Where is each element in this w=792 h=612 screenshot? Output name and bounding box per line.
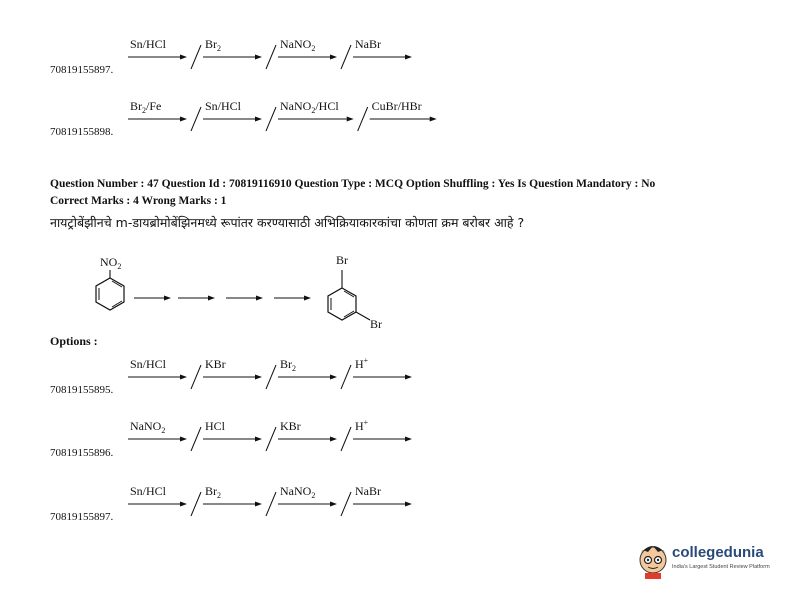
reaction-step [278, 419, 337, 442]
reaction-scheme [76, 252, 406, 338]
reagent-label: Sn/HCl [130, 357, 167, 371]
reagent-label: CuBr/HBr [371, 99, 422, 113]
reagent-label: NaBr [355, 37, 381, 51]
reaction-step [278, 37, 337, 60]
step-separator [266, 365, 276, 389]
arrowhead [347, 117, 354, 122]
reagent-label: HCl [205, 419, 226, 433]
brand-name: collegedunia [672, 544, 764, 561]
arrowhead [255, 117, 262, 122]
reagent-label: H+ [355, 356, 369, 371]
step-separator [341, 427, 351, 451]
reaction-step [353, 37, 412, 60]
arrowhead [180, 117, 187, 122]
reaction-arrows [128, 418, 428, 452]
reagent-label: $Br_2/Fe$ [130, 99, 162, 115]
reaction-step [128, 357, 187, 380]
option-id: 70819155898. [50, 126, 114, 138]
question-marks: Correct Marks : 4 Wrong Marks : 1 [50, 195, 227, 207]
reaction-step [353, 484, 412, 507]
reaction-arrows [128, 483, 428, 517]
m-dibromobenzene-structure [328, 253, 382, 331]
reaction-step [203, 484, 262, 507]
reagent-label: NaNO$_2$ [280, 484, 316, 500]
arrowhead [180, 375, 187, 380]
reagent-label: $Br_2$ [280, 357, 296, 373]
reaction-step [128, 99, 187, 122]
reaction-step [370, 99, 437, 122]
reagent-label: NaBr [355, 484, 381, 498]
arrowhead [180, 437, 187, 442]
reaction-step [203, 419, 262, 442]
step-separator [191, 427, 201, 451]
option-id: 70819155896. [50, 447, 114, 459]
reaction-step [353, 418, 412, 442]
reaction-step [203, 357, 262, 380]
step-separator [266, 492, 276, 516]
reaction-step [278, 357, 337, 380]
reagent-label: Sn/HCl [130, 484, 167, 498]
question-text: नायट्रोबेंझीनचे m-डायब्रोमोबेंझिनमध्ये रूपांतर करण्यासाठी अभिक्रियाकारकांचा कोणता क्रम बरोबर आहे ? [50, 215, 525, 230]
reaction-sequence-option-1[interactable] [128, 356, 428, 395]
nitro-group-label: $NO_2$ [100, 255, 122, 271]
collegedunia-logo [636, 538, 770, 586]
arrowhead [255, 55, 262, 60]
reaction-step [128, 484, 187, 507]
reagent-label: KBr [205, 357, 226, 371]
reagent-label: $Br_2$ [205, 484, 221, 500]
step-separator [266, 427, 276, 451]
reaction-sequence-option-2[interactable] [128, 418, 428, 457]
arrowhead [255, 375, 262, 380]
arrowhead [255, 502, 262, 507]
arrowhead [330, 375, 337, 380]
step-separator [341, 45, 351, 69]
arrowhead [180, 55, 187, 60]
options-label: Options : [50, 334, 98, 348]
bromo-label-top: Br [336, 253, 348, 267]
arrowhead [180, 502, 187, 507]
reagent-label: NaNO$_2$/HCl [280, 99, 339, 115]
arrowhead [405, 375, 412, 380]
reaction-step [353, 356, 412, 380]
brand-tagline: India's Largest Student Review Platform [672, 564, 770, 570]
reagent-label: Sn/HCl [130, 37, 167, 51]
step-separator [191, 365, 201, 389]
reagent-label: KBr [280, 419, 301, 433]
reaction-step [203, 99, 262, 122]
arrowhead [330, 502, 337, 507]
option-id: 70819155897. [50, 64, 114, 76]
reaction-arrows [128, 356, 428, 390]
step-separator [266, 45, 276, 69]
reaction-sequence-top-2 [128, 98, 468, 137]
reaction-step [128, 37, 187, 60]
reaction-arrows [128, 36, 428, 70]
reaction-step [203, 37, 262, 60]
arrowhead [255, 437, 262, 442]
bromo-label-bottom: Br [370, 317, 382, 331]
arrowhead [405, 502, 412, 507]
arrowhead [405, 437, 412, 442]
step-separator [191, 45, 201, 69]
nitrobenzene-structure [96, 255, 124, 310]
step-separator [358, 107, 368, 131]
reagent-label: Sn/HCl [205, 99, 242, 113]
step-separator [266, 107, 276, 131]
reaction-step [128, 419, 187, 442]
reaction-arrows [128, 98, 468, 132]
reagent-label: H+ [355, 418, 369, 433]
mascot-icon [636, 538, 670, 582]
reaction-step [278, 484, 337, 507]
step-separator [191, 492, 201, 516]
step-separator [341, 365, 351, 389]
step-separator [341, 492, 351, 516]
reaction-step [278, 99, 354, 122]
arrowhead [430, 117, 437, 122]
reagent-label: NaNO$_2$ [280, 37, 316, 53]
scheme-arrows [134, 296, 311, 301]
reagent-label: NaNO$_2$ [130, 419, 166, 435]
reaction-sequence-top-1 [128, 36, 428, 75]
reagent-label: $Br_2$ [205, 37, 221, 53]
arrowhead [330, 55, 337, 60]
reaction-sequence-option-3[interactable] [128, 483, 428, 522]
step-separator [191, 107, 201, 131]
option-id: 70819155895. [50, 384, 114, 396]
arrowhead [405, 55, 412, 60]
arrowhead [330, 437, 337, 442]
option-id: 70819155897. [50, 511, 114, 523]
question-header: Question Number : 47 Question Id : 70819116910 Question Type : MCQ Option Shuffling : Yes Is Question Mandatory : No [50, 178, 656, 190]
